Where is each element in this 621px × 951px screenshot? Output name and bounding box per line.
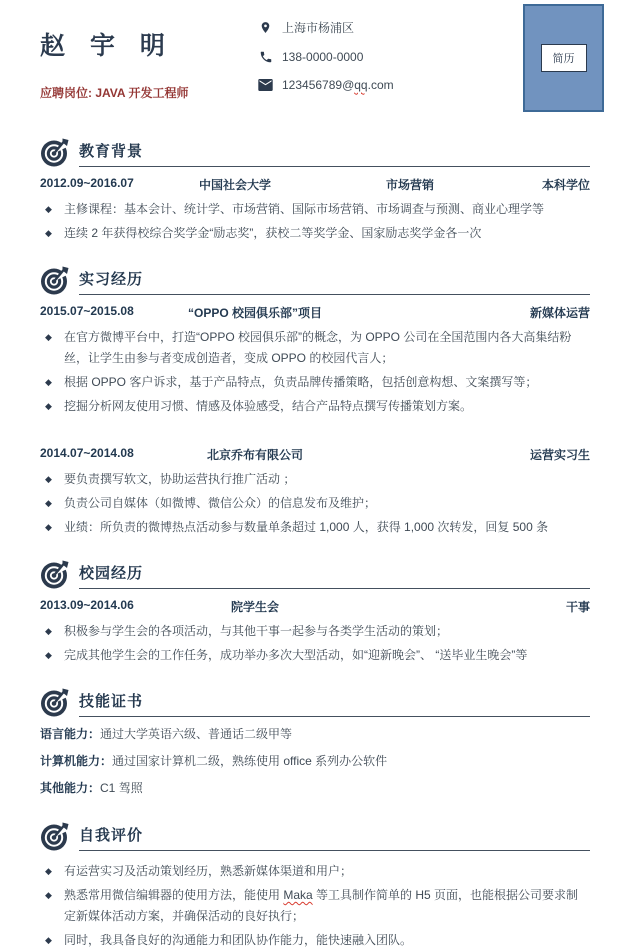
job-dates: 2015.07~2015.08 — [40, 304, 134, 318]
list-item — [40, 372, 590, 393]
contact-email — [258, 77, 448, 92]
bullet-text: 在官方微博平台中，打造“OPPO 校园俱乐部”的概念，为 OPPO 公司在全国范围内各大高集结粉丝，让学生由参与者变成创造者，变成 OPPO 的校园代言人； — [64, 330, 572, 365]
location-pin-icon — [258, 20, 273, 35]
section-title: 自我评价 — [79, 827, 144, 844]
bullet-text: 挖掘分析网友使用习惯、情感及体验感受，结合产品特点撰写传播策划方案。 — [64, 399, 473, 413]
email-tld: .com — [367, 77, 394, 92]
list-item — [40, 223, 590, 244]
dart-target-icon — [40, 687, 70, 717]
section-title: 技能证书 — [79, 693, 144, 710]
section-title: 校园经历 — [79, 565, 144, 582]
diamond-bullet-icon: ◆ — [45, 626, 52, 636]
list-item — [40, 469, 590, 490]
section-self-evaluation — [40, 821, 590, 951]
diamond-bullet-icon: ◆ — [45, 935, 52, 945]
bullet-text: 同时，我具备良好的沟通能力和团队协作能力，能快速融入团队。 — [64, 933, 413, 947]
list-item — [40, 517, 590, 538]
diamond-bullet-icon: ◆ — [45, 890, 52, 900]
diamond-bullet-icon: ◆ — [45, 332, 52, 342]
section-header — [40, 137, 590, 167]
location-text: 上海市杨浦区 — [282, 21, 355, 35]
campus-role: 干事 — [565, 600, 590, 614]
phone-icon — [258, 49, 273, 64]
list-item — [40, 930, 590, 951]
section-internship — [40, 265, 590, 538]
diamond-bullet-icon: ◆ — [45, 474, 52, 484]
skills-list — [40, 723, 590, 800]
list-item — [40, 199, 590, 220]
job-org: 北京乔布有限公司 — [206, 448, 303, 462]
section-header — [40, 821, 590, 851]
job-role: 运营实习生 — [529, 448, 590, 462]
edu-dates: 2012.09~2016.07 — [40, 176, 134, 190]
email-text — [282, 78, 394, 92]
bullet-text: 业绩：所负责的微博热点活动参与数量单条超过 1,000 人，获得 1,000 次转发，回复 500 条 — [64, 520, 549, 534]
diamond-bullet-icon: ◆ — [45, 204, 52, 214]
photo-label: 简历 — [541, 44, 587, 72]
flagged-word: Maka — [283, 888, 313, 902]
education-row — [40, 176, 590, 193]
diamond-bullet-icon: ◆ — [45, 228, 52, 238]
dart-target-icon — [40, 559, 70, 589]
list-item — [40, 327, 590, 369]
list-item — [40, 621, 590, 642]
dart-target-icon — [40, 265, 70, 295]
list-item — [40, 645, 590, 666]
campus-org: 院学生会 — [230, 600, 279, 614]
edu-school: 中国社会大学 — [198, 178, 271, 192]
phone-text: 138-0000-0000 — [282, 49, 364, 64]
skill-text: C1 驾照 — [100, 781, 143, 795]
self-eval-bullets — [40, 861, 590, 951]
internship-row — [40, 304, 590, 321]
candidate-name: 赵 宇 明 — [40, 32, 174, 60]
bullet-text — [64, 885, 590, 927]
bullet-text: 积极参与学生会的各项活动，与其他干事一起参与各类学生活动的策划； — [64, 624, 449, 638]
bullet-text: 负责公司自媒体（如微博、微信公众）的信息发布及维护； — [64, 496, 377, 510]
skill-text: 通过大学英语六级、普通话二级甲等 — [100, 727, 293, 741]
email-domain: qq — [354, 77, 368, 92]
diamond-bullet-icon: ◆ — [45, 401, 52, 411]
bullet-text: 主修课程：基本会计、统计学、市场营销、国际市场营销、市场调查与预测、商业心理学等 — [64, 202, 545, 216]
identity-block — [40, 12, 258, 101]
email-user: 123456789@ — [282, 77, 355, 92]
skill-item — [40, 723, 590, 746]
skill-item — [40, 777, 590, 800]
bullet-text: 根据 OPPO 客户诉求，基于产品特点，负责品牌传播策略，包括创意构想、文案撰写等； — [64, 375, 538, 389]
skill-label: 计算机能力： — [40, 754, 113, 768]
section-education — [40, 137, 590, 244]
section-campus — [40, 559, 590, 666]
skill-label: 语言能力： — [40, 727, 101, 741]
list-item — [40, 493, 590, 514]
list-item — [40, 396, 590, 417]
bullet-text-part: 等工具制作简单的 H5 页面，也能根据公司要求制定新媒体活动方案，并确保活动的良好执行； — [64, 888, 579, 923]
section-header — [40, 687, 590, 717]
skill-label: 其他能力： — [40, 781, 101, 795]
section-skills — [40, 687, 590, 800]
edu-major: 市场营销 — [385, 178, 434, 192]
section-title: 教育背景 — [79, 143, 144, 160]
dart-target-icon — [40, 137, 70, 167]
header — [40, 12, 590, 116]
section-title: 实习经历 — [79, 271, 144, 288]
job-dates: 2014.07~2014.08 — [40, 446, 134, 460]
campus-bullets — [40, 621, 590, 666]
diamond-bullet-icon: ◆ — [45, 866, 52, 876]
list-item — [40, 885, 590, 927]
skill-text: 通过国家计算机二级，熟练使用 office 系列办公软件 — [112, 754, 388, 768]
job-role: 新媒体运营 — [529, 306, 590, 320]
bullet-text: 有运营实习及活动策划经历，熟悉新媒体渠道和用户； — [64, 864, 353, 878]
list-item — [40, 861, 590, 882]
bullet-text: 要负责撰写软文，协助运营执行推广活动 ； — [64, 472, 296, 486]
edu-degree: 本科学位 — [541, 178, 590, 192]
diamond-bullet-icon: ◆ — [45, 498, 52, 508]
diamond-bullet-icon: ◆ — [45, 522, 52, 532]
bullet-text: 完成其他学生会的工作任务，成功举办多次大型活动，如“迎新晚会”、 “送毕业生晚会”等 — [64, 648, 528, 662]
email-icon — [258, 77, 273, 92]
internship-bullets — [40, 469, 590, 538]
skill-item — [40, 750, 590, 773]
spacer — [40, 420, 590, 437]
diamond-bullet-icon: ◆ — [45, 377, 52, 387]
contact-block — [258, 12, 448, 92]
dart-target-icon — [40, 821, 70, 851]
internship-row — [40, 446, 590, 463]
bullet-text-part: 熟悉常用微信编辑器的使用方法，能使用 — [64, 888, 284, 902]
section-header — [40, 265, 590, 295]
section-header — [40, 559, 590, 589]
campus-row — [40, 598, 590, 615]
diamond-bullet-icon: ◆ — [45, 650, 52, 660]
target-position: 应聘岗位: JAVA 开发工程师 — [40, 86, 189, 100]
photo-placeholder — [523, 4, 604, 112]
contact-location — [258, 19, 448, 36]
internship-bullets — [40, 327, 590, 417]
job-org: “OPPO 校园俱乐部”项目 — [187, 306, 322, 320]
bullet-text: 连续 2 年获得校综合奖学金“励志奖”，获校二等奖学金、国家励志奖学金各一次 — [64, 226, 482, 240]
contact-phone — [258, 49, 448, 64]
campus-dates: 2013.09~2014.06 — [40, 598, 134, 612]
education-bullets — [40, 199, 590, 244]
